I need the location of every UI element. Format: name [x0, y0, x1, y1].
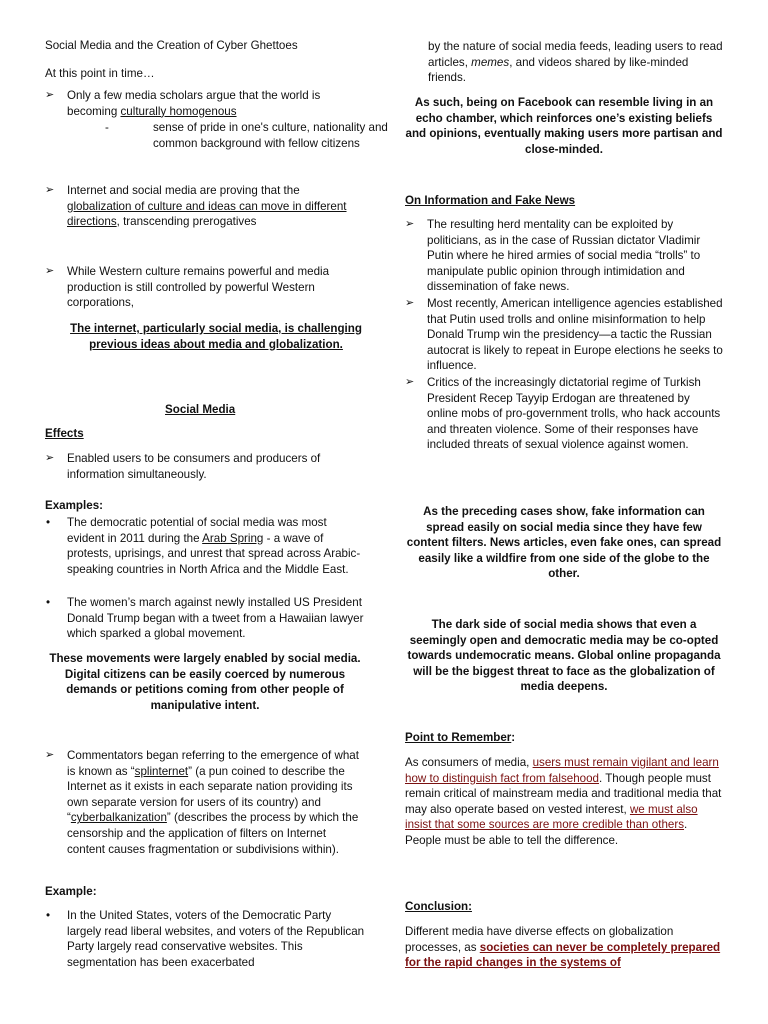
- conclusion-text: Different media have diverse effects on globalization processes, as societies can never be completely prepared for the rapid changes in the systems of: [405, 925, 721, 970]
- globalization-link[interactable]: globalization of culture and ideas can move in different directions: [67, 199, 347, 229]
- list-item: • In the United States, voters of the Democratic Party largely read liberal websites, and voters of the Republican Party largely read conservative websites. This segmentation has been exacerbated: [46, 909, 365, 969]
- dark-side-text: The dark side of social media shows that even a seemingly open and democratic media may be co-opted towards undemocratic means. Global online propaganda will be the biggest threat to face as the globalization of media deepens.: [407, 618, 721, 694]
- echo-chamber-text: As such, being on Facebook can resemble living in an echo chamber, which reinforces one’s existing beliefs and opinions, eventually making users more partisan and close-minded.: [405, 96, 723, 156]
- list-item: ➢ Most recently, American intelligence agencies established that Putin used trolls and online misinformation to help Donald Trump win the presidency—a tactic the Russian autocrat is likely to repeat in Europe elections he seeks to influence.: [405, 297, 723, 373]
- splinternet-link[interactable]: splinternet: [134, 764, 189, 778]
- page-title: Social Media and the Creation of Cyber Ghettoes: [45, 39, 298, 52]
- arrow-bullet-icon: ➢: [405, 376, 415, 388]
- list-item: ➢ The resulting herd mentality can be exploited by politicians, as in the case of Russian dictator Vladimir Putin where he hired armies of social media “trolls” to manipulate public opinion through intimidation and dissemination of fake news.: [405, 218, 701, 294]
- arrow-bullet-icon: ➢: [45, 265, 55, 277]
- culturally-homogenous-link[interactable]: culturally homogenous: [120, 104, 237, 118]
- example-heading: Example:: [45, 885, 97, 898]
- social-media-heading: Social Media: [165, 403, 236, 416]
- point-to-remember-heading: Point to Remember:: [405, 731, 516, 744]
- dot-bullet-icon: •: [46, 516, 51, 529]
- arrow-bullet-icon: ➢: [405, 218, 415, 230]
- dash-bullet-icon: -: [105, 121, 109, 134]
- list-item: • The democratic potential of social media was most evident in 2011 during the Arab Spring - a wave of protests, uprisings, and unrest that spread across Arabic-speaking countries in North Africa and the Middle East.: [46, 516, 361, 576]
- arrow-bullet-icon: ➢: [45, 452, 55, 464]
- point-to-remember-text: As consumers of media, users must remain vigilant and learn how to distinguish fact from falsehood. Though people must remain critical of mainstream media and traditional media that may also operate based on vested interest, we must also insist that some sources are more credible than others. People must be able to tell the difference.: [405, 756, 722, 847]
- cyberbalkanization-link[interactable]: cyberbalkanization: [70, 811, 167, 825]
- list-item: ➢ Critics of the increasingly dictatorial regime of Turkish President Recep Tayyip Erdogan are threatened by online mobs of pro-government trolls, who hack accounts and threaten violence. Some of their responses have included threats of sexual violence against women.: [405, 376, 721, 452]
- list-item: • The women’s march against newly installed US President Donald Trump began with a tweet from a Hawaiian lawyer which sparked a global movement.: [46, 596, 364, 641]
- movements-text: These movements were largely enabled by social media. Digital citizens can be easily coerced by numerous demands or petitions coming from other people of manipulative intent.: [49, 652, 361, 712]
- conclusion-heading: Conclusion:: [405, 900, 472, 913]
- info-fake-news-heading: On Information and Fake News: [405, 194, 576, 207]
- arrow-bullet-icon: ➢: [405, 297, 415, 309]
- preceding-cases-text: As the preceding cases show, fake information can spread easily on social media since they have few content filters. News articles, even fake ones, can spread easily like a wildfire from one side of the globe to the other.: [406, 505, 722, 581]
- arrow-bullet-icon: ➢: [45, 749, 55, 761]
- internet-challenging-text: The internet, particularly social media, is challenging previous ideas about media and globalization.: [70, 322, 362, 351]
- examples-heading: Examples:: [45, 499, 103, 512]
- list-item: ➢ While Western culture remains powerful and media production is still controlled by powerful Western corporations,: [45, 265, 330, 310]
- dot-bullet-icon: •: [46, 596, 51, 609]
- effects-heading: Effects: [45, 427, 84, 440]
- arab-spring-link[interactable]: Arab Spring: [202, 531, 264, 545]
- intro-text: At this point in time…: [45, 67, 155, 80]
- arrow-bullet-icon: ➢: [45, 184, 55, 196]
- list-item: ➢ Only a few media scholars argue that the world is becoming culturally homogenous: [45, 89, 321, 118]
- list-item: ➢ Enabled users to be consumers and producers of information simultaneously.: [45, 452, 321, 481]
- continued-text: by the nature of social media feeds, leading users to read articles, memes, and videos shared by like-minded friends.: [428, 40, 723, 85]
- vigilant-link[interactable]: users must remain vigilant and learn how to distinguish fact from falsehood: [405, 756, 719, 785]
- list-item: ➢ Commentators began referring to the emergence of what is known as “splinternet” (a pun coined to describe the Internet as it exists in each separate nation providing its own separate version for users of its country) and “cyberbalkanization” (describes the process by which the censorship and the application of filters on Internet content causes fragmentation or subdivisions within).: [45, 749, 359, 856]
- arrow-bullet-icon: ➢: [45, 89, 55, 101]
- sub-list-item: - sense of pride in one's culture, nationality and common background with fellow citizens: [105, 121, 388, 150]
- list-item: ➢ Internet and social media are proving that the globalization of culture and ideas can move in different directions, transcending prerogatives: [45, 184, 347, 229]
- societies-link[interactable]: societies can never be completely prepared for the rapid changes in the systems of: [405, 940, 721, 970]
- credible-sources-link[interactable]: we must also insist that some sources are more credible than others: [405, 802, 698, 832]
- dot-bullet-icon: •: [46, 909, 51, 922]
